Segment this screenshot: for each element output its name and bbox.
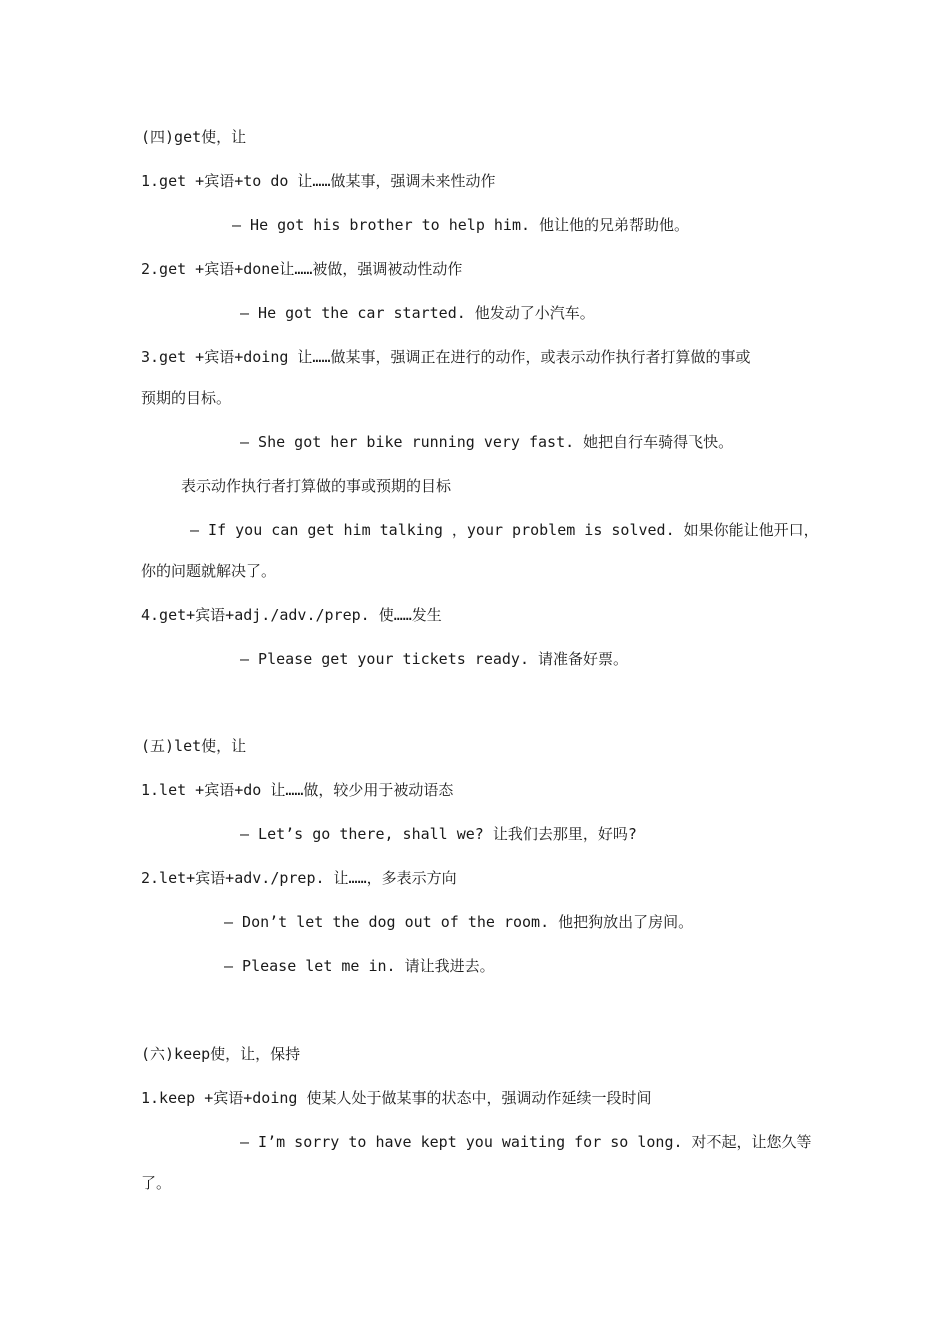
- get-rule-4-example: — Please get your tickets ready. 请准备好票。: [240, 650, 629, 668]
- let-rule-2-example-2: — Please let me in. 请让我进去。: [224, 957, 495, 975]
- get-rule-2: 2.get +宾语+done让……被做，强调被动性动作: [141, 260, 463, 278]
- let-rule-2: 2.let+宾语+adv./prep. 让……，多表示方向: [141, 869, 457, 887]
- section-heading-get: (四)get使，让: [141, 128, 247, 146]
- get-rule-3-example: — She got her bike running very fast. 她把自行车骑得飞快。: [240, 433, 734, 451]
- get-rule-3-example-2-line2: 你的问题就解决了。: [141, 562, 277, 580]
- get-rule-4: 4.get+宾语+adj./adv./prep. 使……发生: [141, 606, 442, 624]
- get-rule-3-example-2-line1: — If you can get him talking ，your problem is solved. 如果你能让他开口，: [190, 521, 819, 539]
- get-rule-3-note: 表示动作执行者打算做的事或预期的目标: [181, 477, 452, 495]
- let-rule-2-example-1: — Don’t let the dog out of the room. 他把狗放出了房间。: [224, 913, 694, 931]
- let-rule-1: 1.let +宾语+do 让……做，较少用于被动语态: [141, 781, 454, 799]
- get-rule-3-line2: 预期的目标。: [141, 389, 232, 407]
- section-heading-let: (五)let使，让: [141, 737, 247, 755]
- keep-rule-1-example-line2: 了。: [141, 1174, 172, 1192]
- get-rule-3-line1: 3.get +宾语+doing 让……做某事，强调正在进行的动作，或表示动作执行者打算做的事或: [141, 348, 751, 366]
- let-rule-1-example: — Let’s go there, shall we? 让我们去那里，好吗?: [240, 825, 637, 843]
- get-rule-1: 1.get +宾语+to do 让……做某事，强调未来性动作: [141, 172, 496, 190]
- get-rule-1-example: — He got his brother to help him. 他让他的兄弟帮助他。: [232, 216, 690, 234]
- keep-rule-1: 1.keep +宾语+doing 使某人处于做某事的状态中，强调动作延续一段时间: [141, 1089, 652, 1107]
- section-heading-keep: (六)keep使，让，保持: [141, 1045, 301, 1063]
- keep-rule-1-example-line1: — I’m sorry to have kept you waiting for so long. 对不起，让您久等: [240, 1133, 812, 1151]
- get-rule-2-example: — He got the car started. 他发动了小汽车。: [240, 304, 595, 322]
